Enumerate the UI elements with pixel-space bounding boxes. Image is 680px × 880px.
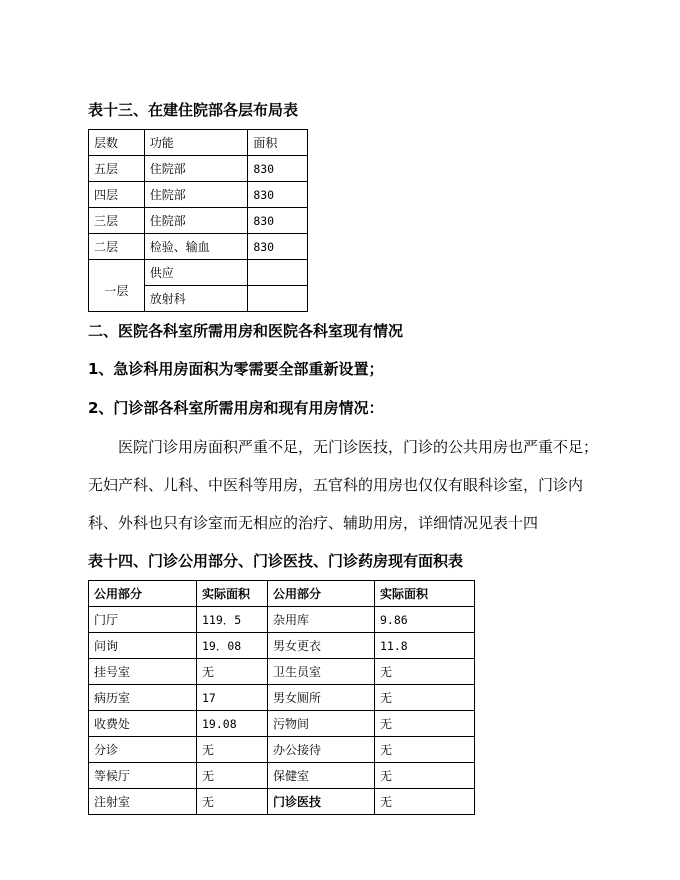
room-cell: 门诊医技 — [268, 789, 375, 815]
area-cell: 无 — [197, 763, 268, 789]
room-cell: 挂号室 — [89, 659, 197, 685]
area-cell: 无 — [197, 737, 268, 763]
floor-cell: 二层 — [89, 234, 145, 260]
table-row — [89, 607, 475, 633]
area-cell: 119．5 — [197, 607, 268, 633]
list-item-2: 2、门诊部各科室所需用房和现有用房情况： — [88, 399, 384, 417]
paragraph-line: 科、外科也只有诊室而无相应的治疗、辅助用房，详细情况见表十四 — [88, 514, 539, 532]
table-row — [89, 763, 475, 789]
function-cell: 检验、输血 — [144, 234, 248, 260]
area-cell: 无 — [197, 789, 268, 815]
table13-title: 表十三、在建住院部各层布局表 — [88, 101, 299, 119]
area-cell: 无 — [375, 789, 475, 815]
table-row — [89, 633, 475, 659]
table-row — [89, 789, 475, 815]
function-cell: 放射科 — [144, 286, 248, 312]
room-cell: 问询 — [89, 633, 197, 659]
table-header-row — [89, 581, 475, 607]
area-cell: 无 — [375, 737, 475, 763]
table-row — [89, 234, 308, 260]
area-cell: 9.86 — [375, 607, 475, 633]
header-cell: 公用部分 — [268, 581, 375, 607]
paragraph-line: 医院门诊用房面积严重不足，无门诊医技，门诊的公共用房也严重不足； — [118, 438, 599, 456]
header-cell: 公用部分 — [89, 581, 197, 607]
paragraph-line: 无妇产科、儿科、中医科等用房，五官科的用房也仅仅有眼科诊室，门诊内 — [88, 476, 584, 494]
floor-layout-table — [88, 129, 308, 312]
room-cell: 分诊 — [89, 737, 197, 763]
floor-cell: 四层 — [89, 182, 145, 208]
room-cell: 污物间 — [268, 711, 375, 737]
room-cell: 办公接待 — [268, 737, 375, 763]
room-cell: 杂用库 — [268, 607, 375, 633]
table-row — [89, 737, 475, 763]
area-cell: 无 — [375, 763, 475, 789]
room-cell: 等候厅 — [89, 763, 197, 789]
function-cell: 住院部 — [144, 156, 248, 182]
area-cell — [248, 286, 308, 312]
room-cell: 收费处 — [89, 711, 197, 737]
room-cell: 男女更衣 — [268, 633, 375, 659]
area-cell: 19．08 — [197, 633, 268, 659]
area-cell: 830 — [248, 182, 308, 208]
room-cell: 男女厕所 — [268, 685, 375, 711]
area-cell: 无 — [375, 685, 475, 711]
function-cell: 供应 — [144, 260, 248, 286]
area-cell: 无 — [375, 659, 475, 685]
room-cell: 注射室 — [89, 789, 197, 815]
header-cell: 实际面积 — [375, 581, 475, 607]
area-cell: 无 — [197, 659, 268, 685]
area-cell: 830 — [248, 234, 308, 260]
room-cell: 病历室 — [89, 685, 197, 711]
room-cell: 保健室 — [268, 763, 375, 789]
area-cell: 830 — [248, 156, 308, 182]
table-row — [89, 260, 308, 286]
outpatient-area-table — [88, 580, 475, 815]
header-cell: 实际面积 — [197, 581, 268, 607]
function-cell: 住院部 — [144, 208, 248, 234]
floor-cell: 五层 — [89, 156, 145, 182]
table-row — [89, 659, 475, 685]
area-cell: 19.08 — [197, 711, 268, 737]
table14-title: 表十四、门诊公用部分、门诊医技、门诊药房现有面积表 — [88, 552, 464, 570]
table-header-row — [89, 130, 308, 156]
floor-cell: 三层 — [89, 208, 145, 234]
header-cell: 面积 — [248, 130, 308, 156]
header-cell: 功能 — [144, 130, 248, 156]
list-item-1: 1、急诊科用房面积为零需要全部重新设置； — [88, 360, 384, 378]
area-cell: 830 — [248, 208, 308, 234]
function-cell: 住院部 — [144, 182, 248, 208]
floor-cell: 一层 — [89, 260, 145, 312]
room-cell: 卫生员室 — [268, 659, 375, 685]
table-row — [89, 208, 308, 234]
area-cell: 17 — [197, 685, 268, 711]
area-cell: 11.8 — [375, 633, 475, 659]
header-cell: 层数 — [89, 130, 145, 156]
table-row — [89, 182, 308, 208]
room-cell: 门厅 — [89, 607, 197, 633]
section-heading: 二、医院各科室所需用房和医院各科室现有情况 — [88, 322, 404, 340]
table-row — [89, 685, 475, 711]
table-row — [89, 711, 475, 737]
area-cell: 无 — [375, 711, 475, 737]
area-cell — [248, 260, 308, 286]
table-row — [89, 156, 308, 182]
